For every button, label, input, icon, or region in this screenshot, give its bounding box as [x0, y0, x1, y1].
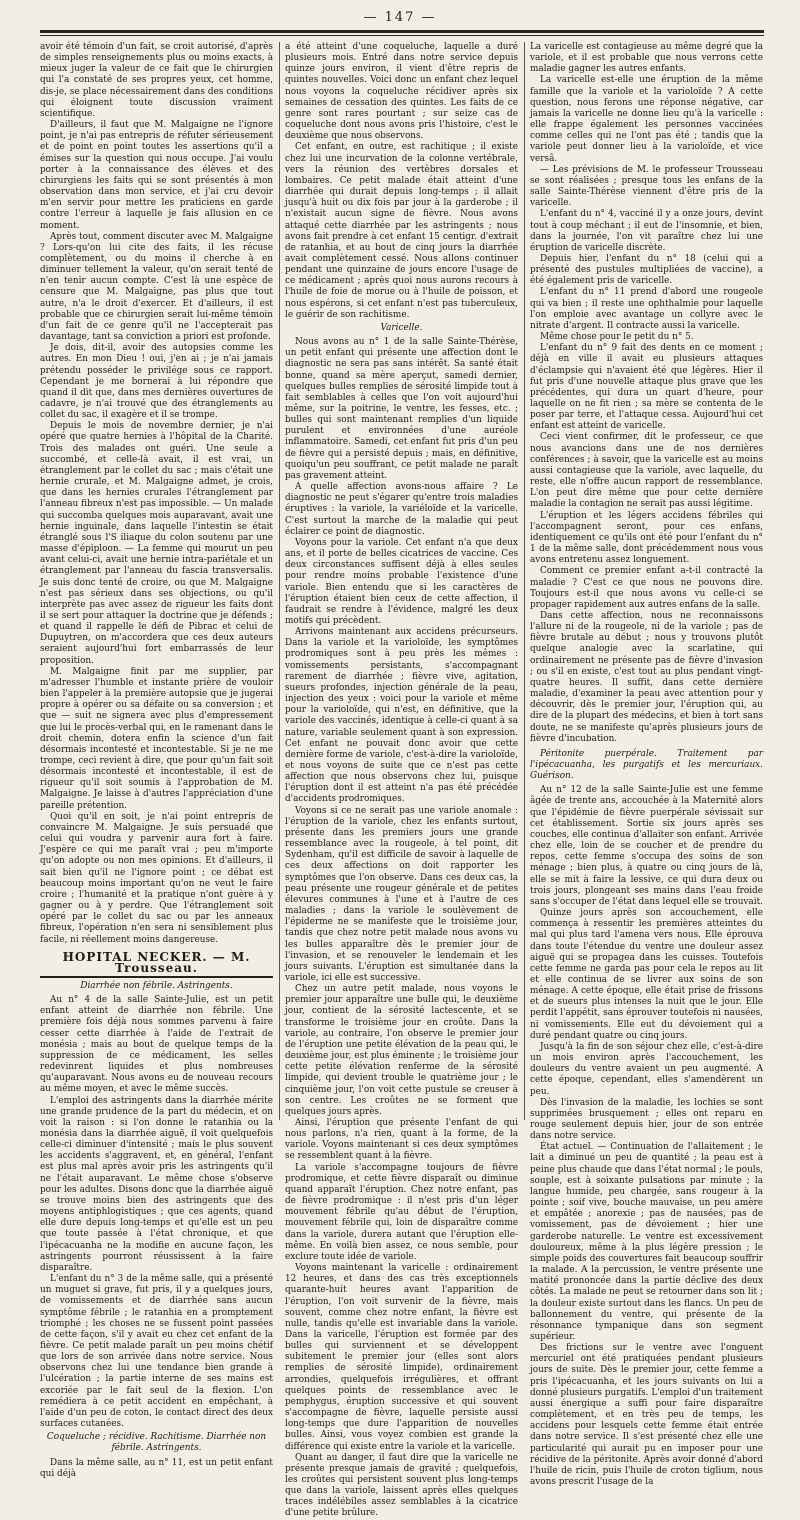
paragraph: Depuis hier, l'enfant du n° 18 (celui qui a présenté des pustules multipliées de vaccine), a été également pris de varicelle. — [530, 253, 763, 287]
paragraph: Chez un autre petit malade, nous voyons le premier jour apparaître une bulle qui, le deuxième jour, contient de la sérosité lactescente, et se transforme le troisième jour en croûte. Dans la variole, au contraire, l'on observe le premier jour de l'éruption une petite élévation de la peau qui, le deuxième jour, est plus éminente ; le troisième jour cette petite élévation renferme de la sérosité limpide, qui devient trouble le quatrième jour ; le cinquième jour, l'on voit cette pustule se creuser à son centre. Les croûtes ne se forment que quelques jours après. — [285, 984, 518, 1117]
page-number: — 147 — — [363, 10, 437, 25]
paragraph: Voyons maintenant la varicelle : ordinairement 12 heures, et dans des cas très exceptionnels quarante-huit heures avant l'apparition de l'éruption, l'on voit survenir de la fièvre, mais souvent, comme chez notre enfant, la fièvre est nulle, tandis qu'elle est invariable dans la variole. Dans la varicelle, l'éruption est formée par des bulles qui surviennent et se développent subitement le premier jour (elles sont alors remplies de sérosité limpide), ordinairement arrondies, quelquefois irrégulières, et offrant quelques points de ressemblance avec le pemphygus, éruption successive et qui souvent s'accompagne de fièvre, laquelle persiste aussi long-temps que dure l'apparition de nouvelles bulles. Ainsi, vous voyez combien est grande la différence qui existe entre la variole et la varicelle. — [285, 1263, 518, 1452]
case-title: Coqueluche ; récidive. Rachitisme. Diarrhée non fébrile. Astringents. — [46, 1432, 267, 1454]
column-divider — [279, 42, 280, 1120]
columns — [40, 42, 764, 1519]
paragraph: A quelle affection avons-nous affaire ? Le diagnostic ne peut s'égarer qu'entre trois maladies éruptives : la variole, la variéloïde et la varicelle. C'est surtout la marche de la maladie qui peut éclairer ce point de diagnostic. — [285, 482, 518, 537]
paragraph: Quant au danger, il faut dire que la varicelle ne présente presque jamais de gravité ; quelquefois, les croûtes qui persistent souvent plus long-temps que dans la variole, laissent après elles quelques traces indélébiles assez semblables à la cicatrice d'une petite brûlure. — [285, 1452, 518, 1519]
paragraph: L'emploi des astringents dans la diarrhée mérite une grande prudence de la part du médecin, et on voit la raison : si l'on donne le ratanhia ou la monésia dans la diarrhée aiguë, il voit quelquefois celle-ci diminuer d'intensité ; mais le plus souvent les accidents s'aggravent, et, en général, l'enfant est plus mal après avoir pris les astringents qu'il ne l'était auparavant. Le même chose s'observe pour les adultes. Disons donc que la diarrhée aiguë se trouve moins bien des astringents que des moyens antiphlogistiques ; que ces agents, quand elle dure depuis long-temps et qu'elle est un peu que toute passée à l'état chronique, et que l'ipécacuanha ne la modifie en aucune façon, les astringents pourront réussissent à la faire disparaître. — [40, 1095, 273, 1273]
paragraph: Ainsi, l'éruption que présente l'enfant de qui nous parlons, n'a rien, quant à la forme, de la variole. Voyons maintenant si ces deux symptômes se ressemblent quant à la fièvre. — [285, 1118, 518, 1162]
paragraph: L'éruption et les légers accidens fébriles qui l'accompagnent seront, pour ces enfans, identiquement ce qu'ils ont été pour l'enfant du n° 1 de la même salle, dont précédemment nous vous avons entretenu assez longuement. — [530, 510, 763, 566]
paragraph: État actuel. — Continuation de l'allaitement ; le lait a diminué un peu de quantité ; la peau est à peine plus chaude que dans l'état normal ; le pouls, souple, est à soixante pulsations par minute ; la langue humide, peu chargée, sans rougeur à la pointe ; soif vive, bouche mauvaise, un peu amère et empâtée ; anorexie ; pas de nausées, pas de vomissement, pas de dévoiement ; hier une garderobe naturelle. Le ventre est excessivement douloureux, même à la plus légère pression ; le simple poids des couvertures fait beaucoup souffrir la malade. A la percussion, le ventre présente une matité prononcée dans la partie déclive des deux côtés. La malade ne peut se retourner dans son lit ; la douleur existe surtout dans les flancs. Un peu de ballonnement du ventre, qui présente de la résonnance tympanique dans son segment supérieur. — [530, 1142, 763, 1342]
paragraph: L'enfant du n° 4, vacciné il y a onze jours, devint tout à coup méchant ; il eut de l'insomnie, et bien, dans la journée, l'on vit paraître chez lui une éruption de varicelle discrète. — [530, 209, 763, 253]
column-2 — [285, 42, 518, 1519]
header-rule-thick — [40, 30, 764, 33]
paragraph: Dès l'invasion de la maladie, les lochies se sont supprimées brusquement ; elles ont reparu en rouge seulement depuis hier, jour de son entrée dans notre service. — [530, 1097, 763, 1142]
paragraph: Même chose pour le petit du n° 5. — [540, 332, 694, 343]
paragraph: Quoi qu'il en soit, je n'ai point entrepris de convaincre M. Malgaigne. Je suis persuadé que celui qui voudra y parvenir aura fort à faire. J'espère ce qui me paraît vrai ; peu m'importe qu'on adopte ou non mes opinions. Et d'ailleurs, il sait bien qu'il ne l'ignore point ; ce débat est beaucoup moins important qu'on ne veut le faire croire ; l'humanité et la pratique n'ont guère à y gagner ou à y perdre. Que l'étranglement soit opéré par le collet du sac ou par les anneaux fibreux, l'opération n'en sera ni sensiblement plus facile, ni réellement moins dangereuse. — [40, 811, 273, 945]
paragraph: Jusqu'à la fin de son séjour chez elle, c'est-à-dire un mois environ après l'accouchement, les douleurs du ventre avaient un peu augmenté. A cette époque, cependant, elles s'amendèrent un peu. — [530, 1041, 763, 1097]
paragraph: M. Malgaigne finit par me supplier, par m'adresser l'humble et instante prière de vouloir bien l'appeler à la première autopsie que je jugerai propre à opérer ou sa défaite ou sa conversion ; et que — suit ne signera avec plus d'empressement que lui le procès-verbal qui, en le ramenant dans le droit chemin, dotera enfin la science d'un fait désormais incontesté et incontestable. Si je ne me trompe, ceci revient à dire, que pour qu'un fait soit désormais incontesté et incontestable, il est de rigueur qu'il soit soumis à l'approbation de M. Malgaigne. Je laisse à d'autres l'appréciation d'une pareille prétention. — [40, 666, 273, 811]
paragraph: Après tout, comment discuter avec M. Malgaigne ? Lors-qu'on lui cite des faits, il les récuse complètement, ou du moins il cherche à en diminuer tellement la valeur, qu'on serait tenté de n'en tenir aucun compte. C'est là une espèce de censure que M. Malgaigne, pas plus que tout autre, n'a le droit d'exercer. Et d'ailleurs, il est probable que ce chirurgien serait lui-même témoin d'un fait de ce genre qu'il ne l'accepterait pas davantage, tant sa conviction a priori est profonde. — [40, 231, 273, 343]
paragraph: Quinze jours après son accouchement, elle commença à ressentir les premières atteintes du mal qui plus tard l'amena vers nous. Elle éprouva dans toute l'étendue du ventre une douleur assez aiguë qui se propagea dans les cuisses. Toutefois cette femme ne garda pas pour cela le repos au lit et elle continua de se livrer aux soins de son ménage. A cette époque, elle était prise de frissons et de sueurs plus intenses la nuit que le jour. Elle perdit l'appétit, sans éprouver toutefois ni nausées, ni vomissements. Elle eut du dévoiement qui a duré pendant quatre ou cinq jours. — [530, 908, 763, 1041]
column-1 — [40, 42, 273, 1479]
column-3 — [530, 42, 763, 1487]
paragraph: Des frictions sur le ventre avec l'onguent mercuriel ont été pratiquées pendant plusieurs jours de suite. Dès le premier jour, cette femme a pris l'ipécacuanha, et les jours suivants on lui a donné plusieurs purgatifs. L'emploi d'un traitement aussi énergique a suffi pour faire disparaître complètement, et en très peu de temps, les accidens pour lesquels cette femme était entrée dans notre service. Il s'est présenté chez elle une particularité qui aurait pu en imposer pour une récidive de la péritonite. Après avoir donné d'abord l'huile de ricin, puis l'huile de croton tiglium, nous avons prescrit l'usage de la — [530, 1343, 763, 1487]
paragraph: Voyons pour la variole. Cet enfant n'a que deux ans, et il porte de belles cicatrices de vaccine. Ces deux circonstances suffisent déjà à elles seules pour rendre moins probable l'existence d'une variole. Bien entendu que si les caractères de l'éruption étaient bien ceux de cette affection, il faudrait se rendre à l'évidence, malgré les deux motifs qui précèdent. — [285, 537, 518, 626]
paragraph: Au n° 12 de la salle Sainte-Julie est une femme âgée de trente ans, accouchée à la Maternité alors que l'épidémie de fièvre puerpérale sévissait sur cet établissement. Sortie six jours après ses couches, elle continua d'allaiter son enfant. Arrivée chez elle, loin de se coucher et de prendre du repos, cette femme s'occupa des soins de son ménage ; bien plus, à quatre ou cinq jours de là, elle se mit à faire la lessive, ce qui dura deux ou trois jours, plongeant ses mains dans l'eau froide sans s'occuper de l'état dans lequel elle se trouvait. — [530, 785, 763, 907]
paragraph: Au n° 4 de la salle Sainte-Julie, est un petit enfant atteint de diarrhée non fébrile. Une première fois déjà nous sommes parvenu à faire cesser cette diarrhée à l'aide de l'extrait de monésia ; mais au bout de quelque temps de la suppression de ce médicament, les selles redevinrent liquides et plus nombreuses qu'auparavant. Nous avons eu de nouveau recours au même moyen, et avec le même succès. — [40, 995, 273, 1095]
paragraph: Arrivons maintenant aux accidens précurseurs. Dans la variole et la varioloïde, les symptômes prodromiques sont à peu près les mêmes : vomissements persistants, s'accompagnant rarement de diarrhée ; fièvre vive, agitation, sueurs profondes, injection générale de la peau, injection des yeux : voici pour la variole et même pour la varioloïde, qui n'est, en définitive, que la variole des vaccinés, identique à celle-ci quant à sa nature, variable seulement quant à son expression. Cet enfant ne pouvait donc avoir que cette dernière forme de variole, c'est-à-dire la varioloïde, et nous voyons de suite que ce n'est pas cette affection que nous observons chez lui, puisque l'éruption dont il est atteint n'a pas été précédée d'accidents prodromiques. — [285, 627, 518, 805]
paragraph: La varicelle est contagieuse au même degré que la variole, et il est probable que nous verrons cette maladie gagner les autres enfants. — [530, 42, 763, 75]
section-heading: Varicelle. — [380, 322, 423, 333]
paragraph: Dans la même salle, au n° 11, est un petit enfant qui déjà — [40, 1457, 273, 1479]
heading-rule — [40, 976, 273, 978]
header-rule-thin — [40, 35, 764, 36]
paragraph: L'enfant du n° 9 fait des dents en ce moment ; déjà en ville il avait eu plusieurs attaques d'éclampsie qui n'avaient été que légères. Hier il fut pris d'une nouvelle attaque plus grave que les précédentes, qui dura un quart d'heure, pour laquelle on ne fit rien ; sa mère se contenta de le poser par terre, et l'attaque cessa. Aujourd'hui cet enfant est atteint de varicelle. — [530, 343, 763, 432]
paragraph: Ceci vient confirmer, dit le professeur, ce que nous avancions dans une de nos dernières conférences ; à savoir, que la varicelle est au moins aussi contagieuse que la variole, avec laquelle, du reste, elle n'offre aucun rapport de ressemblance. L'on peut dire même que pour cette dernière maladie la contagion ne serait pas aussi légitime. — [530, 432, 763, 510]
paragraph: — Les prévisions de M. le professeur Trousseau se sont réalisées ; presque tous les enfans de la salle Sainte-Thérèse viennent d'être pris de la varicelle. — [530, 164, 763, 209]
paragraph: L'enfant du n° 3 de la même salle, qui a présenté un muguet si grave, fut pris, il y a quelques jours, de vomissements et de diarrhée sans aucun symptôme fébrile ; le ratanhia en a promptement triomphé ; les choses ne se fussent point passées de cette façon, s'il y avait eu chez cet enfant de la fièvre. Ce petit malade paraît un peu moins chétif que lors de son arrivée dans notre service. Nous observons chez lui une tendance bien grande à l'ulcération ; la partie interne de ses mains est excoriée par le fait seul de la flexion. L'on remédiera à ce petit accident en empêchant, à l'aide d'un peu de coton, le contact direct des deux surfaces cutanées. — [40, 1274, 273, 1430]
paragraph: avoir été témoin d'un fait, se croit autorisé, d'après de simples renseignements plus ou moins exacts, à mieux juger la valeur de ce fait que le chirurgien qui l'a constaté de ses propres yeux, cet homme, dis-je, se place nécessairement dans des conditions qui éloignent toute discussion vraiment scientifique. — [40, 42, 273, 119]
paragraph: Voyons si ce ne serait pas une variole anomale : l'éruption de la variole, chez les enfants surtout, présente dans les premiers jours une grande ressemblance avec la rougeole, à tel point, dit Sydenham, qu'il est difficile de savoir à laquelle de ces deux affections on doit rapporter les symptômes que l'on observe. Dans ces deux cas, la peau présente une rougeur générale et de petites élevures communes à l'une et à l'autre de ces maladies ; dans la variole le soulèvement de l'épiderme ne se manifeste que le troisième jour, tandis que chez notre petit malade nous avons vu les bulles apparaître dès le premier jour de l'invasion, et se renouveler le lendemain et les jours suivants. L'éruption est simultanée dans la variole, ici elle est successive. — [285, 805, 518, 983]
paragraph: Dans cette affection, nous ne reconnaissons l'allure ni de la rougeole, ni de la variole ; pas de fièvre brutale au début ; nous y trouvons plutôt quelque analogie avec la scarlatine, qui ordinairement ne présente pas de fièvre d'invasion ; ou s'il en existe, c'est tout au plus pendant vingt-quatre heures. Il suffit, dans cette dernière maladie, d'examiner la peau avec attention pour y découvrir, dès le premier jour, l'éruption qui, au dire de la plupart des médecins, et bien à tort sans doute, ne se manifeste qu'après plusieurs jours de fièvre d'incubation. — [530, 610, 763, 744]
paragraph: Depuis le mois de novembre dernier, je n'ai opéré que quatre hernies à l'hôpital de la Charité. Trois des malades ont guéri. Une seule a succombé, et celle-là avait, il est vrai, un étranglement par le collet du sac ; mais c'était une hernie crurale, et M. Malgaigne admet, je crois, que dans les hernies crurales l'étranglement par l'anneau fibreux n'est pas impossible. — Un malade qui succomba quelques mois auparavant, avait une hernie inguinale, dans laquelle l'intestin se était étranglé sous l'S iliaque du colon soutenu par une masse d'épiploon. — La femme qui mourut un peu avant celui-ci, avait une hernie intra-pariétale et un étranglement par l'anneau du fascia transversalis. Je suis donc tenté de croire, ou que M. Malgaigne n'est pas sérieux dans ses objections, ou qu'il interprète pas avec assez de rigueur les faits dont il se sert pour attaquer la doctrine que je défends ; et quand il rappelle le défi de Pibrac et celui de Dupuytren, on m'accordera que ces deux auteurs seraient aujourd'hui fort embarrassés de leur proposition. — [40, 421, 273, 666]
paragraph: D'ailleurs, il faut que M. Malgaigne ne l'ignore point, je n'ai pas entrepris de réfuter sérieusement et de point en point toutes les assertions qu'il a émises sur la question qui nous occupe. J'ai voulu porter à la connaissance des élèves et des chirurgiens les faits qui se sont présentés à mon observation dans mon service, et j'ai cru devoir m'en servir pour mettre les praticiens en garde contre l'erreur à laquelle je fais allusion en ce moment. — [40, 120, 273, 231]
paragraph: Comment ce premier enfant a-t-il contracté la maladie ? C'est ce que nous ne pouvons dire. Toujours est-il que nous avons vu celle-ci se propager rapidement aux autres enfans de la salle. — [530, 566, 763, 610]
paragraph: a été atteint d'une coqueluche, laquelle a duré plusieurs mois. Entré dans notre service depuis quinze jours environ, il vient d'être repris de quintes nouvelles. Voici donc un enfant chez lequel nous voyons la coqueluche récidiver après six semaines de cessation des quintes. Les faits de ce genre sont rares pourtant ; sur seize cas de coqueluche dont nous avons pris l'histoire, c'est le deuxième que nous observons. — [285, 42, 518, 142]
case-title: Diarrhée non fébrile. Astringents. — [80, 980, 233, 991]
hospital-heading: HOPITAL NECKER. — M. Trousseau. — [62, 949, 251, 975]
paragraph: Je dois, dit-il, avoir des autopsies comme les autres. En mon Dieu ! oui, j'en ai ; je n'ai jamais prétendu posséder le privilége sous ce rapport. Cependant je me bornerai à lui répondre que quand il dit que, dans mes dernières ouvertures de cadavre, je n'ai trouvé que des étranglements au collet du sac, il exagère et il se trompe. — [40, 343, 273, 421]
paragraph: L'enfant du n° 11 prend d'abord une rougeole qui va bien ; il reste une ophthalmie pour laquelle l'on emploie avec avantage un collyre avec le nitrate d'argent. Il contracte aussi la varicelle. — [530, 287, 763, 331]
paragraph: La varicelle est-elle une éruption de la même famille que la variole et la varioloïde ? A cette question, nous ferons une réponse négative, car jamais la varicelle ne donne lieu qu'à la varicelle : elle frappe également les personnes vaccinées comme celles qui ne l'ont pas été ; tandis que la variole peut donner lieu à la varioloïde, et vice versâ. — [530, 75, 763, 164]
column-divider — [524, 42, 525, 1120]
paragraph: Cet enfant, en outre, est rachitique ; il existe chez lui une incurvation de la colonne vertébrale, vers la réunion des vertèbres dorsales et lombaires. Ce petit malade était atteint d'une diarrhée qui durait depuis long-temps ; il allait jusqu'à huit ou dix fois par jour à la garderobe ; il n'existait aucun signe de fièvre. Nous avons attaqué cette diarrhée par les astringents ; nous avons fait prendre à cet enfant 15 centigr. d'extrait de ratanhia, et au bout de cinq jours la diarrhée avait complètement cessé. Nous allons continuer pendant une quinzaine de jours encore l'usage de ce médicament ; après quoi nous aurons recours à l'huile de foie de morue ou à l'huile de poisson, et nous espérons, si cet enfant n'est pas tuberculeux, le guérir de son rachitisme. — [285, 142, 518, 320]
paragraph: Nous avons au n° 1 de la salle Sainte-Thérèse, un petit enfant qui présente une affection dont le diagnostic ne sera pas sans intérêt. Sa santé était bonne, quand sa mère aperçut, samedi dernier, quelques bulles remplies de sérosité limpide tout à fait semblables à celles que l'on voit aujourd'hui même, sur la poitrine, le ventre, les fesses, etc. ; bulles qui sont maintenant remplies d'un liquide purulent et environnées d'une auréole inflammatoire. Samedi, cet enfant fut pris d'un peu de fièvre qui a persisté depuis ; mais, en définitive, quoiqu'un peu souffrant, ce petit malade ne paraît pas gravement atteint. — [285, 337, 518, 481]
paragraph: La variole s'accompagne toujours de fièvre prodromique, et cette fièvre disparaît ou diminue quand apparaît l'éruption. Chez notre enfant, pas de fièvre prodromique : il n'est pris d'un léger mouvement fébrile qu'au début de l'éruption, mouvement fébrile qui, loin de disparaître comme dans la variole, durera autant que l'éruption elle-même. En voilà bien assez, ce nous semble, pour exclure toute idée de variole. — [285, 1162, 518, 1262]
case-title: Péritonite puerpérale. Traitement par l'ipécacuanha, les purgatifs et les mercuriaux. Guérison. — [530, 748, 763, 782]
